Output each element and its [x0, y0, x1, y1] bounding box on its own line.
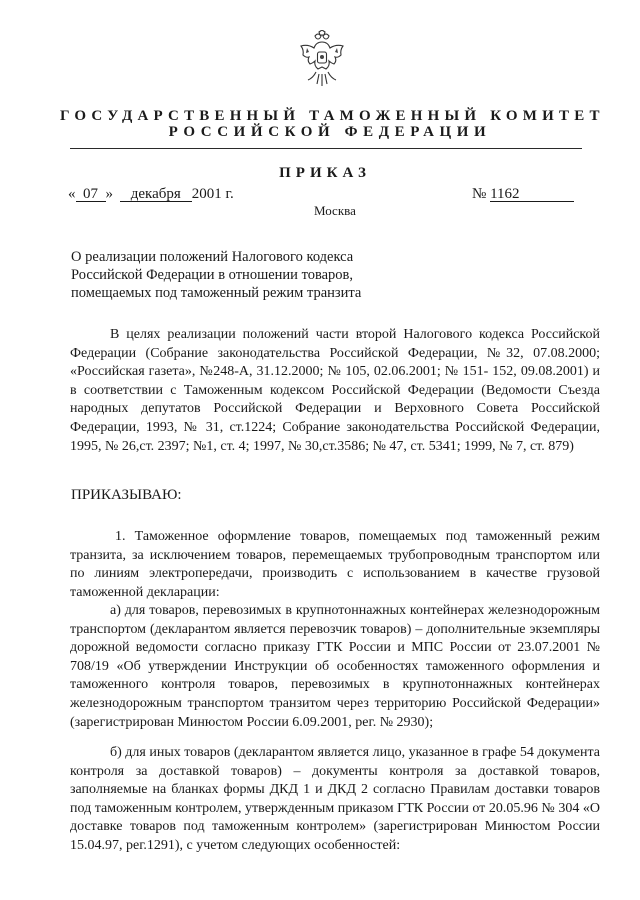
date-month: декабря — [120, 187, 192, 202]
date-close-quote: » — [105, 186, 113, 202]
document-number — [472, 186, 574, 203]
item-1-paragraph: 1. Таможенное оформление товаров, помещаемых под таможенный режим транзита, за исключением товаров, перемещаемых трубопроводным транспортом или по линиям электропередачи, производить с использованием в качестве грузовой таможенной декларации: — [70, 529, 600, 600]
date-open-quote: « — [68, 186, 76, 202]
subject-line: помещаемых под таможенный режим транзита — [71, 285, 362, 301]
document-subject — [71, 248, 361, 302]
number-value: 1162 — [490, 187, 574, 202]
number-prefix: № — [472, 186, 487, 202]
date-day: 07 — [76, 187, 106, 202]
document-title: ПРИКАЗ — [279, 165, 371, 181]
preamble-paragraph: В целях реализации положений части второй Налогового кодекса Российской Федерации (Собрание законодательства Российской Федерации, №32, 07.08.2000; «Российская газета», №248-А, 31.12.2000; № 105, 02.06.2001; № 151- 152, 09.08.2001) и в соответствии с Таможенным кодексом Российской Федерации (Ведомости Съезда народных депутатов Российской Федерации и Верховного Совета Российской Федерации, 1993, № 31, ст.1224; Собрание законодательства Российской Федерации, 1995, № 26,ст. 2397; №1, ст. 4; 1997, № 30,ст.3586; № 47, ст. 5341; 1999, № 7, ст. 879) — [70, 327, 600, 454]
document-city: Москва — [314, 203, 356, 218]
item-1a-paragraph: а) для товаров, перевозимых в крупнотоннажных контейнерах железнодорожным транспортом (декларантом является перевозчик товаров) – дополнительные экземпляры дорожной ведомости согласно приказу ГТК России и МПС России от 23.07.2001 № 708/19 «Об утверждении Инструкции об особенностях таможенного оформления и таможенного контроля товаров, перевозимых в крупнотоннажных контейнерах железнодорожным транспортом транзитом через территорию Российской Федерации» (зарегистрирован Минюстом России 6.09.2001, рег. № 2930); — [70, 603, 600, 730]
org-name-line1: ГОСУДАРСТВЕННЫЙ ТАМОЖЕННЫЙ КОМИТЕТ — [60, 108, 605, 124]
subject-line: О реализации положений Налогового кодекса — [71, 249, 354, 265]
header-divider — [70, 148, 582, 149]
date-year: 2001 г. — [191, 186, 234, 202]
subject-line: Российской Федерации в отношении товаров, — [71, 267, 354, 283]
order-heading: ПРИКАЗЫВАЮ: — [71, 487, 182, 503]
document-date — [68, 186, 234, 203]
russian-coat-of-arms-icon — [299, 30, 345, 88]
item-1b-paragraph: б) для иных товаров (декларантом является лицо, указанное в графе 54 документа контроля за доставкой товаров) – документы контроля за доставкой товаров, заполняемые на бланках формы ДКД 1 и ДКД 2 согласно Правилам доставки товаров под таможенным контролем, утвержденным приказом ГТК России от 20.05.96 № 304 «О доставке товаров под таможенным контролем» (зарегистрирован Минюстом России 15.04.97, рег.1291), с учетом следующих особенностей: — [70, 745, 600, 853]
org-name-line2: РОССИЙСКОЙ ФЕДЕРАЦИИ — [168, 124, 492, 140]
